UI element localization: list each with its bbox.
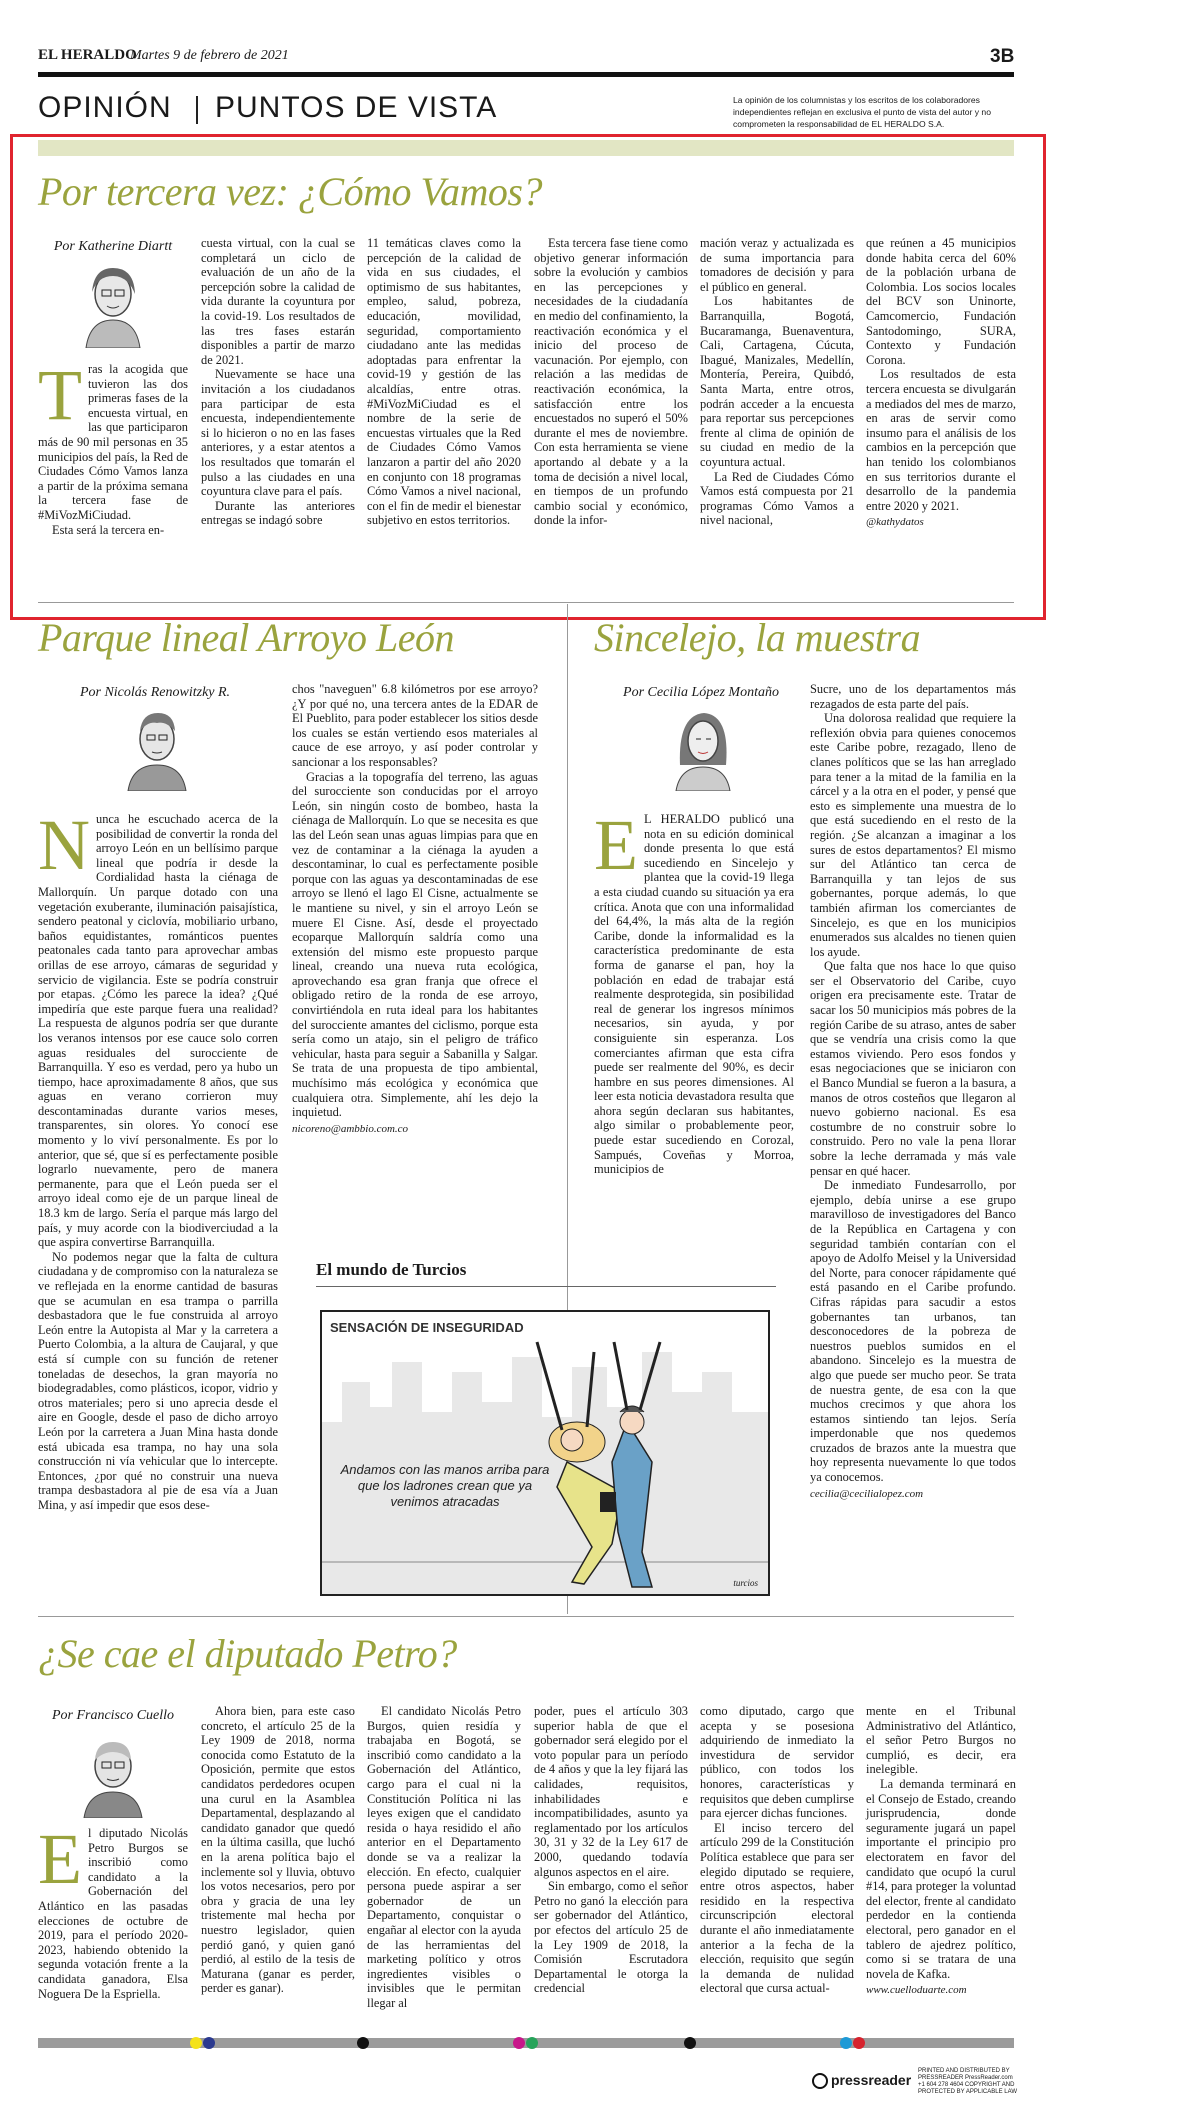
article4-byline: Por Francisco Cuello [51, 1708, 175, 1723]
paragraph: Esta tercera fase tiene como objetivo generar información sobre la evolución y cambios en las percepciones y necesidades de la ciudadanía en medio del confinamiento, la reactivación económica y el inicio del proceso de vacunación. Por ejemplo, con relación a las medidas de reactivación económica, la satisfacción entre los encuestados no superó el 50% durante el mes de noviembre. Con esta herramienta se viene aportando al debate y a la toma de decisión a nivel local, en tiempos de un profundo cambio social y económico, donde la infor- [534, 236, 688, 528]
article4-column-2 [201, 1704, 355, 1996]
paragraph: No podemos negar que la falta de cultura ciudadana y de compromiso con la naturaleza se ve reflejada en la enorme cantidad de basuras que se acumulan en esa trampa o parrilla desbastadora que le fue construida al arroyo León entre la Autopista al Mar y la carretera a Puerto Colombia, a la altura de Caujaral, y que está sí cumple con su función de retener toneladas de desechos, la gran mayoría no biodegradables, como plásticos, icopor, vidrio y otros materiales; pero si uno aprecia desde el aire en Google, desde el paso de dicho arroyo León por la carretera a Juan Mina hasta donde está ubicada esa trampa, no hay una sola construcción ni vía vehicular que lo intercepte. Entonces, ¿por qué no construir una nueva trampa desbastadora al pie de esa vía a Juan Mina, y así impedir que esos dese- [38, 1249, 278, 1512]
paragraph: Los habitantes de Barranquilla, Bogotá, Bucaramanga, Buenaventura, Cali, Cartagena, Cúcuta, Ibagué, Manizales, Medellín, Montería, Pereira, Quibdó, Santa Marta, entre otros, podrán acceder a la encuesta para reportar sus percepciones frente al clima de opinión de su ciudad en medio de la coyuntura actual. [700, 294, 854, 469]
registration-mark-icon [853, 2037, 865, 2049]
paragraph: Ahora bien, para este caso concreto, el artículo 25 de la Ley 1909 de 2018, norma conocida como Estatuto de la Oposición, permite que estos candidatos perdedores ocupen una curul en la Asamblea Departamental, desplazando al candidato ganador que quedó en la última casilla, que luchó en la arena política bajo el inclemente sol y lluvia, obtuvo los votos necesarios, pero por obra y gracia de una ley tristemente mal hecha por nuestro legislador, quien perdió ganó, y quien ganó perdió, al estilo de la tesis de Maturana (ganar es perder, perder es ganar). [201, 1704, 355, 1996]
article4-column-6 [866, 1704, 1016, 1998]
article2-title: Parque lineal Arroyo León [38, 615, 454, 660]
pressreader-logo [812, 2072, 911, 2089]
pressreader-icon [812, 2073, 828, 2089]
dropcap: E [594, 805, 638, 885]
paragraph: Durante las anteriores entregas se indagó sobre [201, 498, 355, 528]
paragraph: Nuevamente se hace una invitación a los ciudadanos para participar de esta encuesta, independientemente si lo hicieron o no en las fases anteriores, y a estar atentos a los resultados que tomarán el pulso a las ciudades en una coyuntura clave para el país. [201, 367, 355, 499]
article2-byline: Por Nicolás Renowitzky R. [79, 685, 231, 700]
article3-title: Sincelejo, la muestra [594, 615, 921, 660]
page-number: 3B [990, 46, 1015, 67]
article1-title: Por tercera vez: ¿Cómo Vamos? [38, 169, 542, 214]
paragraph: El candidato Nicolás Petro Burgos, quien residía y trabajaba en Bogotá, se inscribió como candidato a la Gobernación del Atlántico, cargo para el cual ni la Constitución Política ni las leyes exigen que el candidato resida o haya residido el año anterior en el Departamento donde se va a realizar la elección. En efecto, cualquier persona puede aspirar a ser gobernador de un Departamento, conquistar o engañar al elector con la ayuda de las herramientas del marketing político y otros ingredientes visibles o invisibles que le permitan llegar al [367, 1704, 521, 2010]
article4-column-4 [534, 1704, 688, 1996]
paragraph: La Red de Ciudades Cómo Vamos está compuesta por 21 programas Cómo Vamos a nivel nacional, [700, 469, 854, 528]
registration-mark-icon [513, 2037, 525, 2049]
registration-mark-icon [840, 2037, 852, 2049]
paragraph: ras la acogida que tuvieron las dos primeras fases de la encuesta virtual, en las que participaron más de 90 mil personas en 35 municipios del país, la Red de Ciudades Cómo Vamos lanza a partir de la próxima semana la tercera fase de #MiVozMiCiudad. [38, 362, 188, 522]
dropcap: N [38, 805, 90, 885]
article1-byline: Por Katherine Diartt [53, 239, 173, 254]
article3-signature: cecilia@cecilialopez.com [810, 1487, 924, 1500]
cartoon-caption: Andamos con las manos arriba para que los ladrones crean que ya venimos atracadas [340, 1462, 550, 1509]
dropcap: E [38, 1819, 82, 1899]
article1-signature: @kathydatos [866, 516, 924, 529]
paragraph: poder, pues el artículo 303 superior habla de que el gobernador será elegido por el voto popular para un período de 4 años y que la ley fijará las calidades, requisitos, inhabilidades e incompatibilidades, asunto ya reglamentado por los artículos 30, 31 y 32 de la Ley 617 de 2000, quedando todavía algunos aspectos en el aire. [534, 1704, 688, 1879]
article2-column-1 [38, 805, 278, 1513]
cartoon-label: SENSACIÓN DE INSEGURIDAD [330, 1320, 524, 1335]
article4-signature: www.cuelloduarte.com [866, 1984, 967, 1997]
paragraph: La demanda terminará en el Consejo de Estado, creando jurisprudencia, donde seguramente jugará un papel importante el principio pro electoratem en favor del candidato que ocupó la curul #14, para proteger la voluntad del elector, frente al candidato perdedor en la contienda electoral, pero ganador en el tablero de ajedrez político, como si se tratara de una novela de Kafka. [866, 1776, 1016, 1981]
masthead-brand: EL HERALDO [38, 47, 137, 63]
author-portrait-icon [668, 705, 738, 791]
cartoon-signature: turcios [733, 1578, 758, 1588]
paragraph: que reúnen a 45 municipios donde habita cerca del 60% de la población urbana de Colombia. Los socios locales del BCV son Uninorte, Camcomercio, Fundación Santodomingo, SURA, Contexto y Fundación Corona. [866, 236, 1016, 367]
article4-title: ¿Se cae el diputado Petro? [38, 1631, 457, 1676]
article3-byline: Por Cecilia López Montaño [623, 685, 779, 700]
paragraph: mente en el Tribunal Administrativo del Atlántico, el señor Petro Burgos no cumplió, es decir, era inelegible. [866, 1704, 1016, 1777]
paragraph: Los resultados de esta tercera encuesta se divulgarán a mediados del mes de marzo, en aras de servir como insumo para el análisis de los cambios en la percepción que han tenido los colombianos en sus territorios durante el desarrollo de la pandemia entre 2020 y 2021. [866, 367, 1016, 513]
pressreader-notice: PRINTED AND DISTRIBUTED BY PRESSREADER PressReader.com +1 604 278 4604 COPYRIGHT AND PROTECTED BY APPLICABLE LAW [918, 2068, 1018, 2095]
masthead-date: Martes 9 de febrero de 2021 [130, 48, 289, 63]
paragraph: como diputado, cargo que acepta y se posesiona adquiriendo de inmediato la investidura de servidor público, con todos los honores, características y requisitos que deben cumplirse para ejercer dichas funciones. [700, 1704, 854, 1821]
paragraph: De inmediato Fundesarrollo, por ejemplo, debía unirse a ese grupo maravilloso de investigadores del Banco de la República en Cartagena y con seguridad también contarían con el apoyo de Adolfo Meisel y la Universidad del Norte, para conocer rápidamente qué está pasando en el Caribe profundo. Cifras rápidas para sacudir a estos gobernantes tan urbanos, tan desconocedores de la pobreza de nuestros pueblos sumidos en el abandono. Sincelejo es la muestra de algo que puede ser mucho peor. Se trata de nuestra gente, de esa con la que muchos crecimos y que ahora los estamos sintiendo tan lejos. Sería imperdonable que nos quedemos cruzados de brazos ante la muestra que hoy representa nuevamente lo que todos ya conocemos. [810, 1178, 1016, 1485]
registration-mark-icon [684, 2037, 696, 2049]
paragraph: chos "naveguen" 6.8 kilómetros por ese arroyo? ¿Y por qué no, una tercera antes de la EDAR de El Pueblito, para poder establecer los sitios desde los cuales se están vertiendo esos materiales al cauce de ese arroyo, y así poder controlar y sancionar a los responsables? [292, 682, 538, 769]
paragraph: 11 temáticas claves como la percepción de la calidad de vida en sus ciudades, el optimismo de sus habitantes, empleo, salud, pobreza, educación, movilidad, seguridad, comportamiento ciudadano ante las medidas adoptadas para enfrentar la covid-19 y gestión de las alcaldías, entre otras. #MiVozMiCiudad es el nombre de la serie de encuestas virtuales que la Red de Ciudades Cómo Vamos lanzaron a partir del año 2020 en conjunto con 18 programas Cómo Vamos a nivel nacional, con el fin de medir el bienestar subjetivo en estos territorios. [367, 236, 521, 528]
masthead-rule [38, 72, 1014, 77]
registration-mark-icon [357, 2037, 369, 2049]
pressreader-brand: pressreader [831, 2072, 912, 2088]
paragraph: Esta será la tercera en- [52, 522, 165, 537]
disclaimer: La opinión de los columnistas y los escritos de los colaboradores independientes reflejan en exclusiva el punto de vista del autor y no comprometen la responsabilidad de EL HERALDO S.A. [733, 95, 991, 129]
registration-mark-icon [526, 2037, 538, 2049]
divider [316, 1286, 776, 1287]
section-title: OPINIÓN [38, 91, 172, 124]
article4-column-1 [38, 1819, 188, 2001]
author-portrait-icon [122, 705, 192, 791]
article2-column-2 [292, 682, 538, 1136]
article3-column-1 [594, 805, 794, 1177]
paragraph: l diputado Nicolás Petro Burgos se inscribió como candidato a la Gobernación del Atlántico en las pasadas elecciones de octubre de 2019, para el período 2020- 2023, habiendo obtenido la segunda votación frente a la candidata ganadora, Elsa Noguera De la Espriella. [38, 1826, 188, 2001]
paragraph: Sin embargo, como el señor Petro no ganó la elección para ser gobernador del Atlántico, por efectos del artículo 25 de la Ley 1909 de 2018, la Comisión Escrutadora Departamental le otorga la credencial [534, 1879, 688, 1996]
divider [38, 602, 1014, 603]
article4-column-5 [700, 1704, 854, 1996]
section-divider [196, 96, 198, 124]
dropcap: T [38, 355, 82, 435]
divider [38, 1616, 1014, 1617]
section-subtitle: PUNTOS DE VISTA [215, 91, 498, 124]
author-portrait-icon [78, 1732, 148, 1818]
article3-column-2 [810, 682, 1016, 1501]
paragraph: Una dolorosa realidad que requiere la reflexión obvia para quienes conocemos este Caribe pobre, rezagado, lleno de clanes políticos que se las han arreglado para tener a la mitad de la familia en la cárcel y a la otra en el poder, y pensé que esto es simplemente una muestra de lo que está sucediendo en el resto de la región. ¿Se alcanzan a imaginar a los sures de estos departamentos? El mismo sur del Atlántico tan cerca de Barranquilla y tan lejos de sus gobernantes, porque además, lo que también afirman los comerciantes de Sincelejo, es que en los municipios enumerados sus alcaldes no tienen quien los ayude. [810, 711, 1016, 959]
article2-signature: nicoreno@ambbio.com.co [292, 1122, 409, 1135]
registration-mark-icon [190, 2037, 202, 2049]
paragraph: L HERALDO publicó una nota en su edición dominical donde presenta lo que está sucediendo en Sincelejo y plantea que la covid-19 llega a esta ciudad cuando su situación ya era crítica. Anota que con una informalidad del 64,4%, la más alta de la región Caribe, donde la informalidad es la característica predominante de esta forma de ganarse el pan, hoy la población en edad de trabajar está realmente desprotegida, sin posibilidad real de generar los ingresos mínimos necesarios, sin ayuda, y por consiguiente sin esperanza. Los comerciantes afirman que esta cifra puede ser realmente del 90%, es decir hambre en sus peores dimensiones. Al leer esta noticia devastadora resulta que ahora según declaran sus habitantes, algo similar o probablemente peor, puede estar sucediendo en Corozal, Sampués, Coveñas y Morroa, municipios de [594, 812, 794, 1177]
paragraph: mación veraz y actualizada es de suma importancia para tomadores de decisión y para el público en general. [700, 236, 854, 294]
cartoon-drawing-icon [322, 1312, 770, 1596]
paragraph: Sucre, uno de los departamentos más rezagados de esta parte del país. [810, 682, 1016, 711]
paragraph: unca he escuchado acerca de la posibilidad de convertir la ronda del arroyo León en un bellísimo parque lineal que podría ir desde la Cordialidad hasta la ciénaga de Mallorquín. Un parque dotado con una vegetación exuberante, iluminación paisajística, sendero peatonal y ciclovía, mobiliario urbano, baños equidistantes, románticos puentes peatonales cada tanto para aprovechar ambas orillas de ese arroyo, cámaras de seguridad y servicio de vigilancia. Este se podría construir por etapas. ¿Cómo les parece la idea? ¿Qué impediría que este parque fuera una realidad? La respuesta de algunos podría ser que durante los veranos intensos por ese cauce solo corren aguas residuales del surocciente de Barranquilla. Y eso es verdad, pero ya hubo un tiempo, hace aproximadamente 8 años, que sus aguas en verano corrieron muy descontaminadas durante varios meses, transparentes, sin olores. Yo conocí ese momento y lo viví personalmente. Es por lo anterior, que sé, que sí es perfectamente posible lograrlo nuevamente, pero de manera permanente, para que el León pueda ser el arroyo ideal como eje de un parque lineal de 18.3 km de largo. Sería el parque más largo del país, y muy acorde con la biodiverciudad a la que aspira convertirse Barranquilla. [38, 812, 278, 1250]
cartoon-title: El mundo de Turcios [316, 1260, 467, 1279]
paragraph: Que falta que nos hace lo que quiso ser el Observatorio del Caribe, cuyo origen era precisamente este. Tratar de sacar los 50 municipios más pobres de la región Caribe de su atraso, antes de saber que se vendría una crisis como la que estamos viviendo. Pero esos fondos y esas negociaciones que se iniciaron con el Banco Mundial se fueron a la basura, a manos de otros costeños que llegaron al nuevo gobierno nacional. Es esa costumbre de no construir sobre lo construido. Pero no vale la pena llorar sobre la leche derramada y más vale pensar en qué hacer. [810, 959, 1016, 1178]
article4-column-3 [367, 1704, 521, 2010]
registration-mark-icon [203, 2037, 215, 2049]
paragraph: cuesta virtual, con la cual se completará un ciclo de evaluación de un año de la percepción sobre la calidad de vida durante la coyuntura por la covid-19. Los resultados de las tres fases estarán disponibles a partir de marzo de 2021. [201, 236, 355, 367]
highlight-box [10, 134, 1046, 620]
paragraph: Gracias a la topografía del terreno, las aguas del surocciente son conducidas por el arroyo León, sin ningún costo de bombeo, hasta la ciénaga de Mallorquín. Lo que se necesita es que las del León sean unas aguas limpias para que en vez de contaminar a la ciénaga la ayuden a descontaminar, lo cual es perfectamente posible porque con las aguas ya descontaminadas de ese arroyo se llenó el lago El Cisne, actualmente se le mantiene su nivel, y sin el arroyo León se muere El Cisne. Así, desde el proyectado ecoparque Mallorquín saldría como una extensión del mismo este propuesto parque lineal, creando una nueva ruta ecológica, aprovechando esa gran franja que ofrece el obligado retiro de la ronda de ese arroyo, convirtiéndola en ruta ideal para los habitantes del surocciente amantes del ciclismo, porque esta sería como un atajo, sin el peligro de tráfico vehicular, hasta para seguir a Sabanilla y Salgar. Se trata de una propuesta de tipo ambiental, muchísimo más ecológica y económica que cualquiera otra. Simplemente, ahí les dejo la inquietud. [292, 769, 538, 1120]
paragraph: El inciso tercero del artículo 299 de la Constitución Política establece que para ser elegido diputado se requiere, entre otros aspectos, haber residido en la respectiva circunscripción electoral durante el año inmediatamente anterior a la fecha de la elección, requisito que según la demanda de nulidad electoral que cursa actual- [700, 1820, 854, 1996]
cartoon-illustration [320, 1310, 770, 1596]
